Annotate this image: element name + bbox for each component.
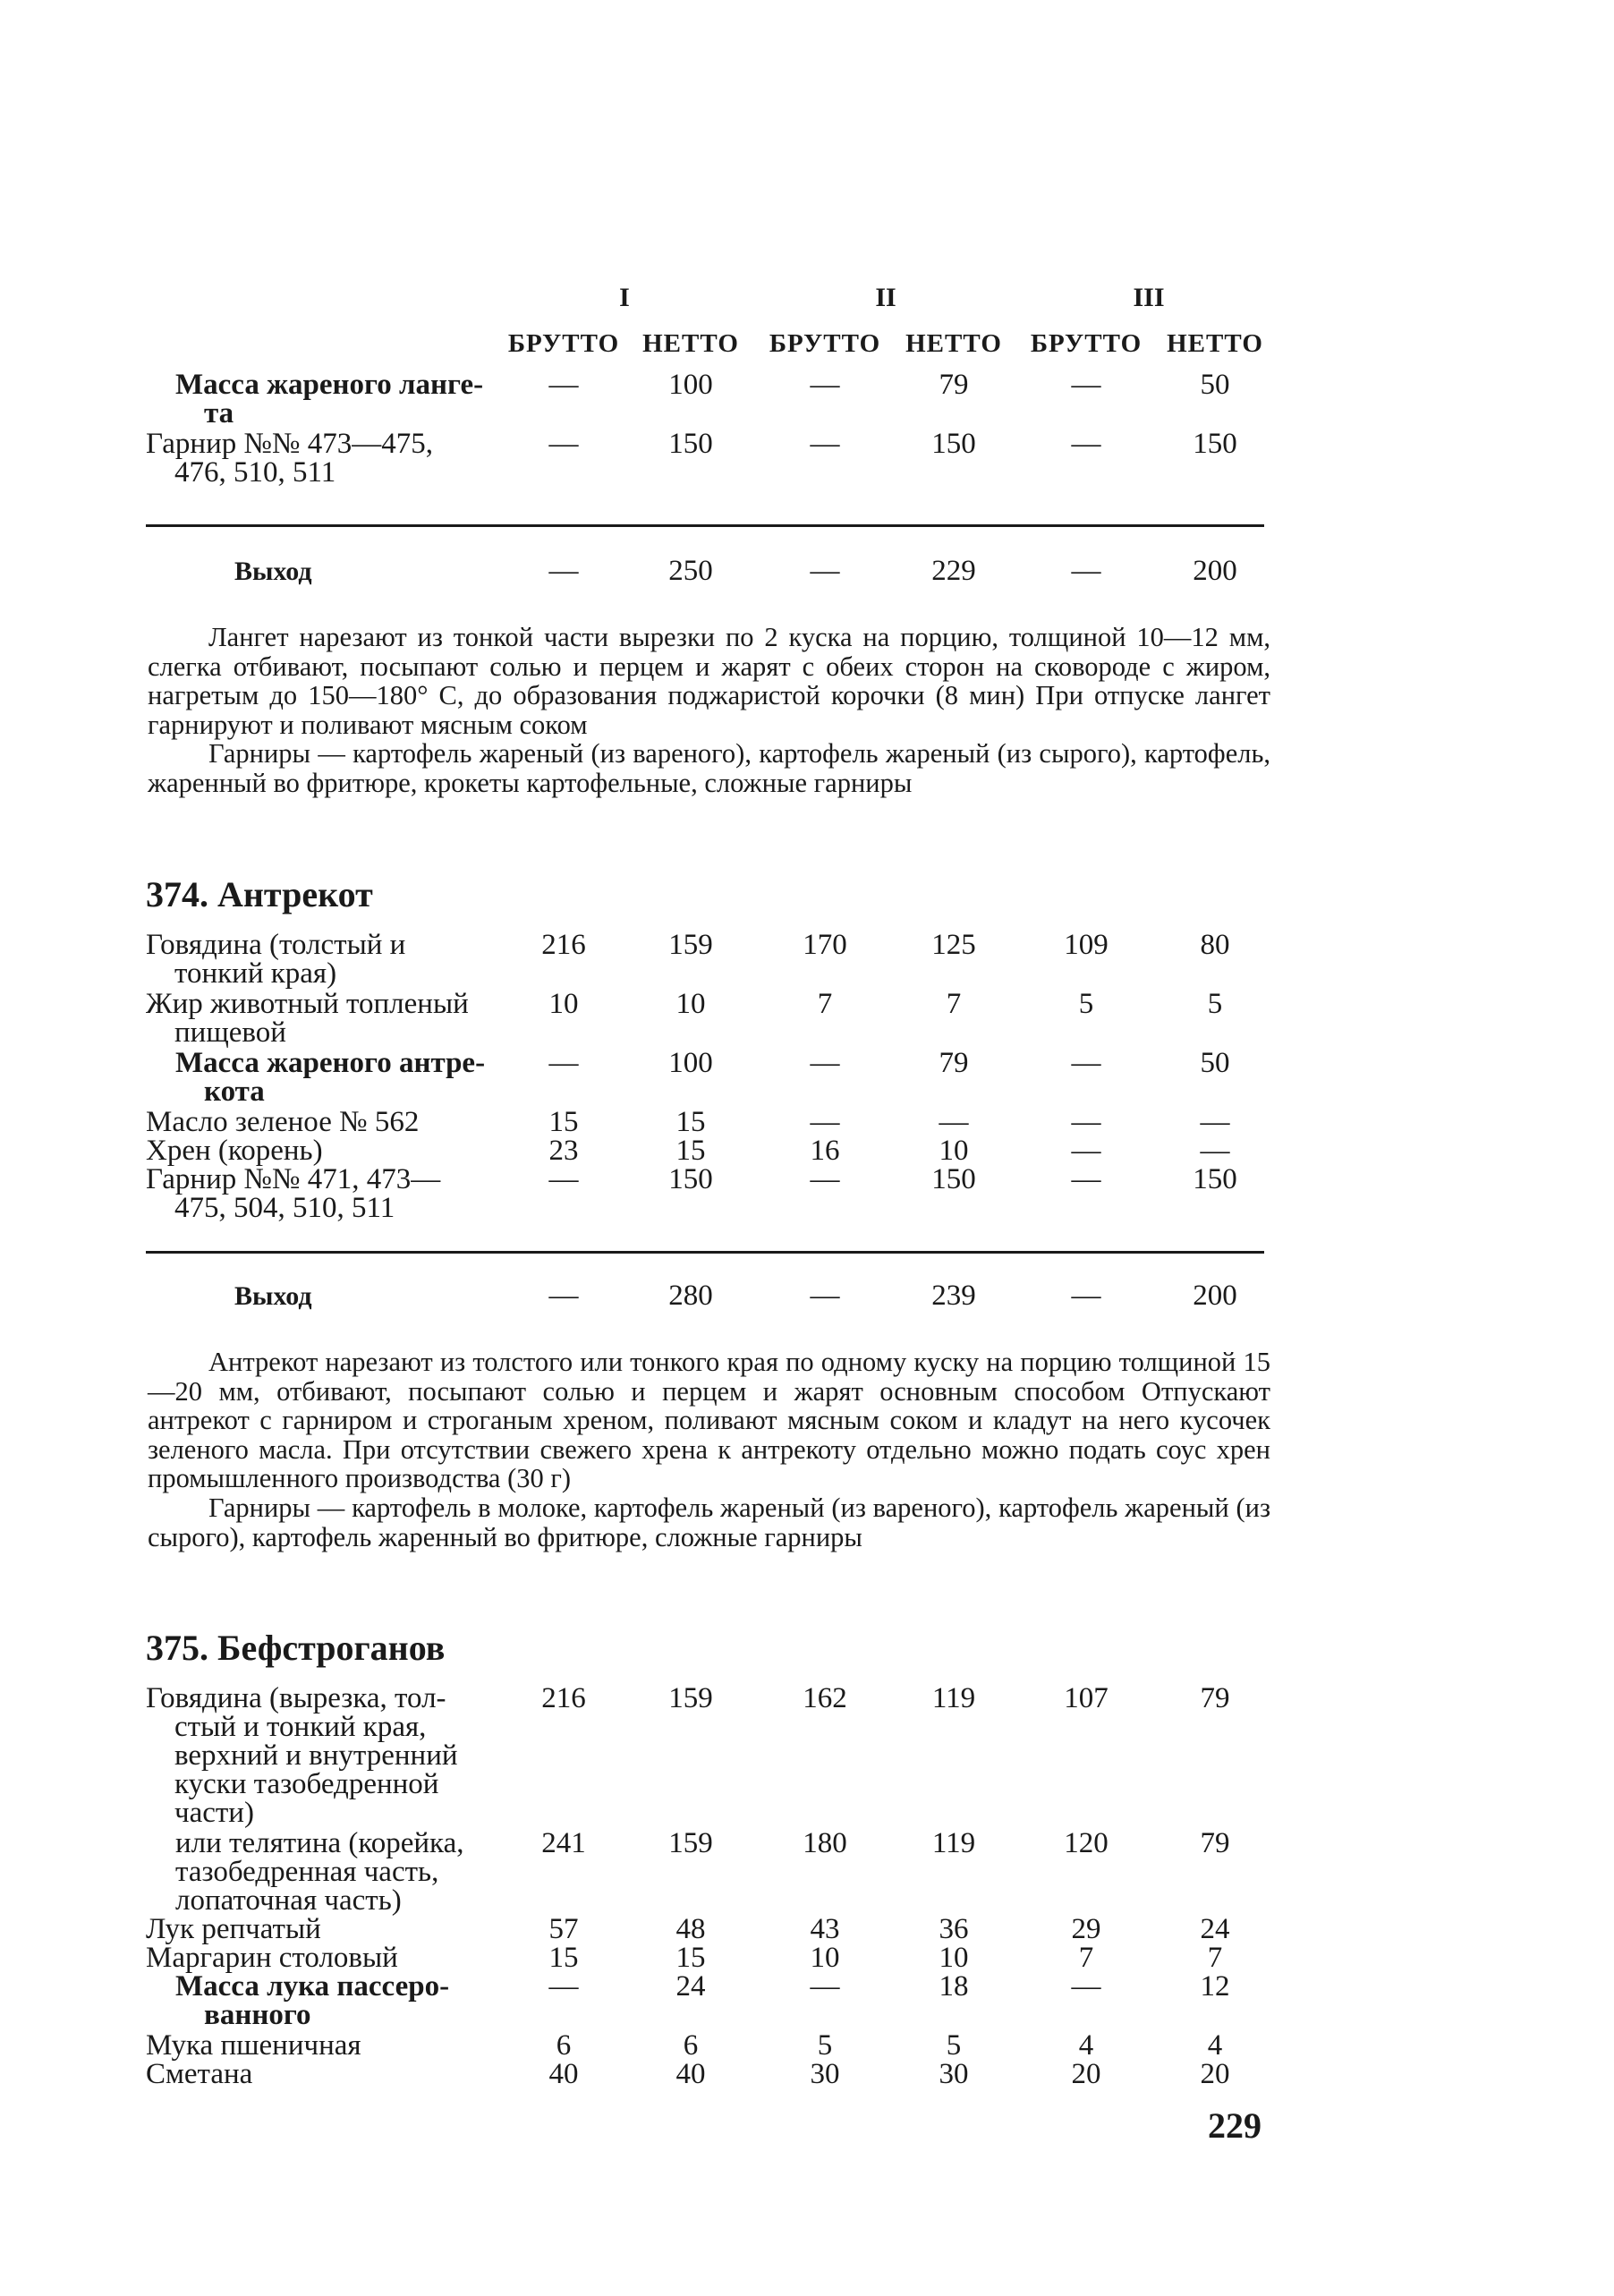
cell: 159 xyxy=(668,1827,713,1859)
cell: 7 xyxy=(1207,1942,1223,1974)
column-group-2: II xyxy=(875,283,896,312)
cell: 150 xyxy=(931,428,976,460)
recipe-text xyxy=(148,623,1270,798)
cell: 43 xyxy=(810,1913,840,1945)
row-label: Маргарин столовый xyxy=(146,1942,398,1974)
cell: — xyxy=(548,1047,579,1079)
cell: 229 xyxy=(931,555,976,587)
cell: 40 xyxy=(548,2058,579,2090)
cell: 150 xyxy=(1193,428,1237,460)
yield-label: Выход xyxy=(234,1281,312,1311)
cell: 6 xyxy=(683,2029,699,2062)
cell: 4 xyxy=(1078,2029,1094,2062)
cell: 5 xyxy=(1078,988,1094,1020)
cell: 150 xyxy=(931,1163,976,1195)
cell: 119 xyxy=(931,1682,976,1714)
cell: 29 xyxy=(1071,1913,1101,1945)
cell: 5 xyxy=(817,2029,833,2062)
cell: — xyxy=(810,1106,840,1138)
cell: — xyxy=(548,1163,579,1195)
cell: 216 xyxy=(541,1682,586,1714)
cell: 120 xyxy=(1064,1827,1109,1859)
cell: 20 xyxy=(1071,2058,1101,2090)
page-number: 229 xyxy=(1208,2105,1261,2146)
column-group-1: I xyxy=(619,283,630,312)
cell: 6 xyxy=(556,2029,572,2062)
cell: 15 xyxy=(675,1942,706,1974)
paragraph: Гарниры — картофель жареный (из вареного), картофель жареный (из сырого), картофель, жаренный во фритюре, крокеты картофельные, сложные гарниры xyxy=(148,738,1270,798)
cell: 10 xyxy=(939,1135,969,1167)
recipe-heading: 375. Бефстроганов xyxy=(146,1628,446,1668)
cell: 170 xyxy=(803,929,847,961)
row-label: Говядина (вырезка, тол- стый и тонкий края, верхний и внутренний куски тазобедренной части) xyxy=(146,1682,458,1829)
cell: 4 xyxy=(1207,2029,1223,2062)
column-header-netto: НЕТТО xyxy=(1167,329,1263,358)
cell: 23 xyxy=(548,1135,579,1167)
cell: 5 xyxy=(1207,988,1223,1020)
cell: 159 xyxy=(668,1682,713,1714)
cell: — xyxy=(1071,555,1101,587)
cell: — xyxy=(548,555,579,587)
cell: — xyxy=(1200,1106,1230,1138)
cell: 162 xyxy=(803,1682,847,1714)
cell: 79 xyxy=(939,369,969,401)
cell: — xyxy=(810,1970,840,2003)
cell: 107 xyxy=(1064,1682,1109,1714)
cell: 200 xyxy=(1193,555,1237,587)
cell: 80 xyxy=(1200,929,1230,961)
cell: 50 xyxy=(1200,1047,1230,1079)
cell: — xyxy=(548,428,579,460)
cell: 36 xyxy=(939,1913,969,1945)
cell: — xyxy=(1071,1106,1101,1138)
cell: — xyxy=(1071,1970,1101,2003)
cell: 100 xyxy=(668,1047,713,1079)
row-label: Говядина (толстый и тонкий края) xyxy=(146,929,406,990)
row-label: Гарнир №№ 473—475, 476, 510, 511 xyxy=(146,428,433,489)
cell: 79 xyxy=(1200,1827,1230,1859)
cell: 280 xyxy=(668,1280,713,1312)
row-label: Масло зеленое № 562 xyxy=(146,1106,420,1138)
cell: — xyxy=(1200,1135,1230,1167)
cell: — xyxy=(1071,1163,1101,1195)
cell: 79 xyxy=(1200,1682,1230,1714)
cell: 10 xyxy=(810,1942,840,1974)
table-divider xyxy=(146,1251,1264,1254)
column-header-brutto: БРУТТО xyxy=(507,329,620,358)
row-label: Жир животный топленый пищевой xyxy=(146,988,469,1049)
cell: 10 xyxy=(675,988,706,1020)
cell: 15 xyxy=(548,1942,579,1974)
table-divider xyxy=(146,524,1264,527)
paragraph: Антрекот нарезают из толстого или тонкого края по одному куску на порцию толщиной 15—20 мм, отбивают, посыпают солью и перцем и жарят основным способом Отпускают антрекот с гарниром и строганым хреном, поливают мясным соком и кладут на него кусочек зеленого масла. При отсутствии свежего хрена к антрекоту отдельно можно подать соус хрен промышленного производства (30 г) xyxy=(148,1347,1270,1494)
cell: 119 xyxy=(931,1827,976,1859)
cell: 40 xyxy=(675,2058,706,2090)
cell: 15 xyxy=(675,1106,706,1138)
cell: 216 xyxy=(541,929,586,961)
column-header-brutto: БРУТТО xyxy=(769,329,881,358)
cell: 15 xyxy=(548,1106,579,1138)
cell: 109 xyxy=(1064,929,1109,961)
cell: 16 xyxy=(810,1135,840,1167)
cell: 150 xyxy=(668,428,713,460)
row-label: Масса лука пассеро- ванного xyxy=(175,1970,450,2031)
cell: 150 xyxy=(1193,1163,1237,1195)
cell: 18 xyxy=(939,1970,969,2003)
cell: 79 xyxy=(939,1047,969,1079)
cell: 20 xyxy=(1200,2058,1230,2090)
cell: — xyxy=(1071,1280,1101,1312)
cell: 50 xyxy=(1200,369,1230,401)
cell: — xyxy=(548,369,579,401)
cell: 15 xyxy=(675,1135,706,1167)
cell: 150 xyxy=(668,1163,713,1195)
cell: 180 xyxy=(803,1827,847,1859)
cell: 159 xyxy=(668,929,713,961)
cell: 24 xyxy=(1200,1913,1230,1945)
cell: 200 xyxy=(1193,1280,1237,1312)
paragraph: Гарниры — картофель в молоке, картофель жареный (из вареного), картофель жареный (из сырого), картофель жаренный во фритюре, сложные гарниры xyxy=(148,1492,1270,1552)
cell: 250 xyxy=(668,555,713,587)
recipe-text xyxy=(148,1348,1270,1552)
column-group-3: III xyxy=(1133,283,1165,312)
cell: 30 xyxy=(810,2058,840,2090)
cell: — xyxy=(810,428,840,460)
cell: 7 xyxy=(817,988,833,1020)
cell: 12 xyxy=(1200,1970,1230,2003)
cell: — xyxy=(1071,1135,1101,1167)
cell: 57 xyxy=(548,1913,579,1945)
cell: — xyxy=(810,555,840,587)
cell: 10 xyxy=(548,988,579,1020)
row-label: или телятина (корейка, тазобедренная часть, лопаточная часть) xyxy=(175,1827,464,1917)
row-label: Хрен (корень) xyxy=(146,1135,323,1167)
cell: 125 xyxy=(931,929,976,961)
yield-label: Выход xyxy=(234,557,312,586)
row-label: Сметана xyxy=(146,2058,253,2090)
cell: 10 xyxy=(939,1942,969,1974)
cell: 24 xyxy=(675,1970,706,2003)
cell: — xyxy=(1071,369,1101,401)
cell: 7 xyxy=(1078,1942,1094,1974)
column-header-brutto: БРУТТО xyxy=(1030,329,1143,358)
row-label: Мука пшеничная xyxy=(146,2029,361,2062)
cell: — xyxy=(548,1280,579,1312)
cell: — xyxy=(548,1970,579,2003)
cell: 239 xyxy=(931,1280,976,1312)
cell: 7 xyxy=(946,988,962,1020)
row-label: Лук репчатый xyxy=(146,1913,321,1945)
cell: 100 xyxy=(668,369,713,401)
row-label: Масса жареного ланге- та xyxy=(175,369,484,429)
row-label: Гарнир №№ 471, 473— 475, 504, 510, 511 xyxy=(146,1163,441,1224)
cell: — xyxy=(1071,1047,1101,1079)
cell: — xyxy=(810,1163,840,1195)
column-header-netto: НЕТТО xyxy=(905,329,1002,358)
cell: 48 xyxy=(675,1913,706,1945)
cell: — xyxy=(1071,428,1101,460)
cell: — xyxy=(810,1047,840,1079)
paragraph: Лангет нарезают из тонкой части вырезки по 2 куска на порцию, толщиной 10—12 мм, слегка отбивают, посыпают солью и перцем и жарят с обеих сторон на сковороде с жиром, нагретым до 150—180° С, до образования поджаристой корочки (8 мин) При отпуске лангет гарнируют и поливают мясным соком xyxy=(148,622,1270,740)
cell: 30 xyxy=(939,2058,969,2090)
cell: — xyxy=(810,369,840,401)
cell: 241 xyxy=(541,1827,586,1859)
recipe-heading: 374. Антрекот xyxy=(146,874,373,914)
cell: — xyxy=(810,1280,840,1312)
row-label: Масса жареного антре- кота xyxy=(175,1047,486,1108)
cell: 5 xyxy=(946,2029,962,2062)
cell: — xyxy=(939,1106,969,1138)
column-header-netto: НЕТТО xyxy=(642,329,739,358)
